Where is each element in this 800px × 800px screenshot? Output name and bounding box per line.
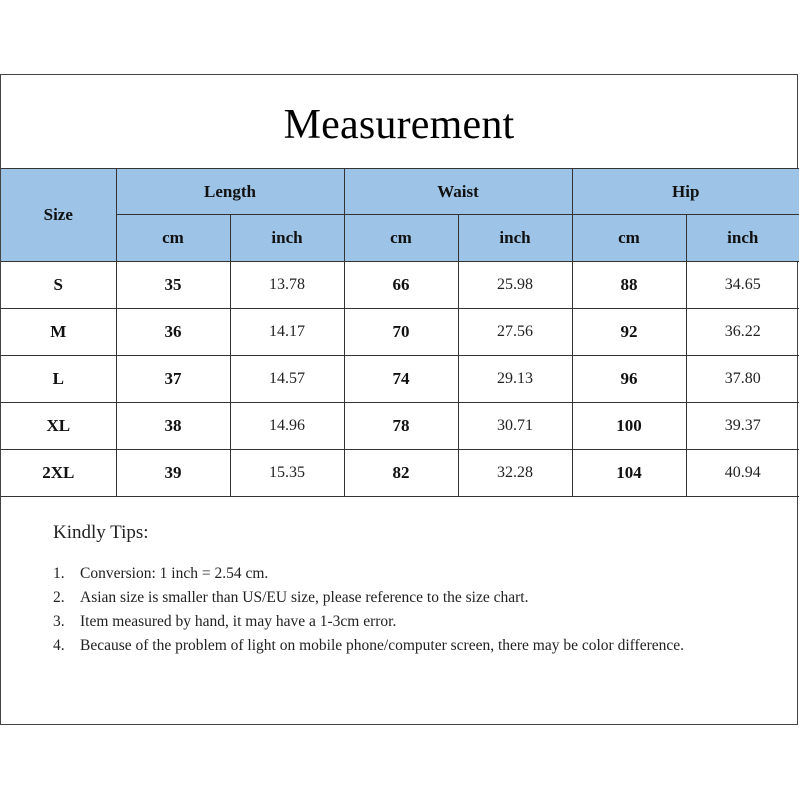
size-cell: M <box>1 309 116 356</box>
waist-inch-cell: 30.71 <box>458 403 572 450</box>
page-title: Measurement <box>283 101 515 148</box>
tip-text: Conversion: 1 inch = 2.54 cm. <box>80 565 269 582</box>
tip-number: 4. <box>53 637 65 654</box>
hip-cm-header: cm <box>572 215 686 262</box>
length-group-header: Length <box>116 169 344 215</box>
length-inch-cell: 13.78 <box>230 262 344 309</box>
table-row <box>1 356 799 403</box>
tips-list <box>53 562 753 658</box>
tip-item <box>53 586 753 610</box>
size-column-header: Size <box>1 169 116 262</box>
tip-number: 1. <box>53 565 65 582</box>
waist-inch-cell: 29.13 <box>458 356 572 403</box>
hip-inch-cell: 37.80 <box>686 356 799 403</box>
hip-inch-cell: 40.94 <box>686 450 799 497</box>
hip-inch-header: inch <box>686 215 799 262</box>
length-cm-cell: 35 <box>116 262 230 309</box>
length-cm-cell: 37 <box>116 356 230 403</box>
length-cm-cell: 36 <box>116 309 230 356</box>
size-cell: 2XL <box>1 450 116 497</box>
tip-item <box>53 610 753 634</box>
table-row <box>1 403 799 450</box>
waist-inch-cell: 25.98 <box>458 262 572 309</box>
hip-cm-cell: 92 <box>572 309 686 356</box>
tips-section <box>53 522 753 658</box>
tip-item <box>53 562 753 586</box>
length-cm-cell: 39 <box>116 450 230 497</box>
hip-group-header: Hip <box>572 169 799 215</box>
waist-cm-cell: 78 <box>344 403 458 450</box>
length-inch-cell: 14.57 <box>230 356 344 403</box>
table-row <box>1 262 799 309</box>
waist-cm-cell: 74 <box>344 356 458 403</box>
size-table <box>1 168 799 497</box>
hip-inch-cell: 36.22 <box>686 309 799 356</box>
hip-cm-cell: 104 <box>572 450 686 497</box>
size-cell: S <box>1 262 116 309</box>
table-row <box>1 309 799 356</box>
length-cm-header: cm <box>116 215 230 262</box>
hip-cm-cell: 96 <box>572 356 686 403</box>
waist-inch-header: inch <box>458 215 572 262</box>
tip-item <box>53 634 753 658</box>
table-row <box>1 450 799 497</box>
waist-inch-cell: 27.56 <box>458 309 572 356</box>
tip-number: 3. <box>53 613 65 630</box>
waist-cm-cell: 66 <box>344 262 458 309</box>
hip-inch-cell: 34.65 <box>686 262 799 309</box>
size-cell: XL <box>1 403 116 450</box>
hip-inch-cell: 39.37 <box>686 403 799 450</box>
size-chart-card <box>0 74 798 725</box>
length-inch-cell: 14.17 <box>230 309 344 356</box>
hip-cm-cell: 100 <box>572 403 686 450</box>
tip-text: Because of the problem of light on mobile phone/computer screen, there may be color difference. <box>80 637 684 654</box>
tip-text: Item measured by hand, it may have a 1-3cm error. <box>80 613 397 630</box>
length-cm-cell: 38 <box>116 403 230 450</box>
tip-text: Asian size is smaller than US/EU size, please reference to the size chart. <box>80 589 529 606</box>
waist-group-header: Waist <box>344 169 572 215</box>
title-area <box>1 75 797 168</box>
waist-cm-cell: 82 <box>344 450 458 497</box>
tips-heading: Kindly Tips: <box>53 522 149 543</box>
tip-number: 2. <box>53 589 65 606</box>
hip-cm-cell: 88 <box>572 262 686 309</box>
waist-inch-cell: 32.28 <box>458 450 572 497</box>
size-cell: L <box>1 356 116 403</box>
waist-cm-header: cm <box>344 215 458 262</box>
length-inch-cell: 15.35 <box>230 450 344 497</box>
length-inch-cell: 14.96 <box>230 403 344 450</box>
length-inch-header: inch <box>230 215 344 262</box>
waist-cm-cell: 70 <box>344 309 458 356</box>
